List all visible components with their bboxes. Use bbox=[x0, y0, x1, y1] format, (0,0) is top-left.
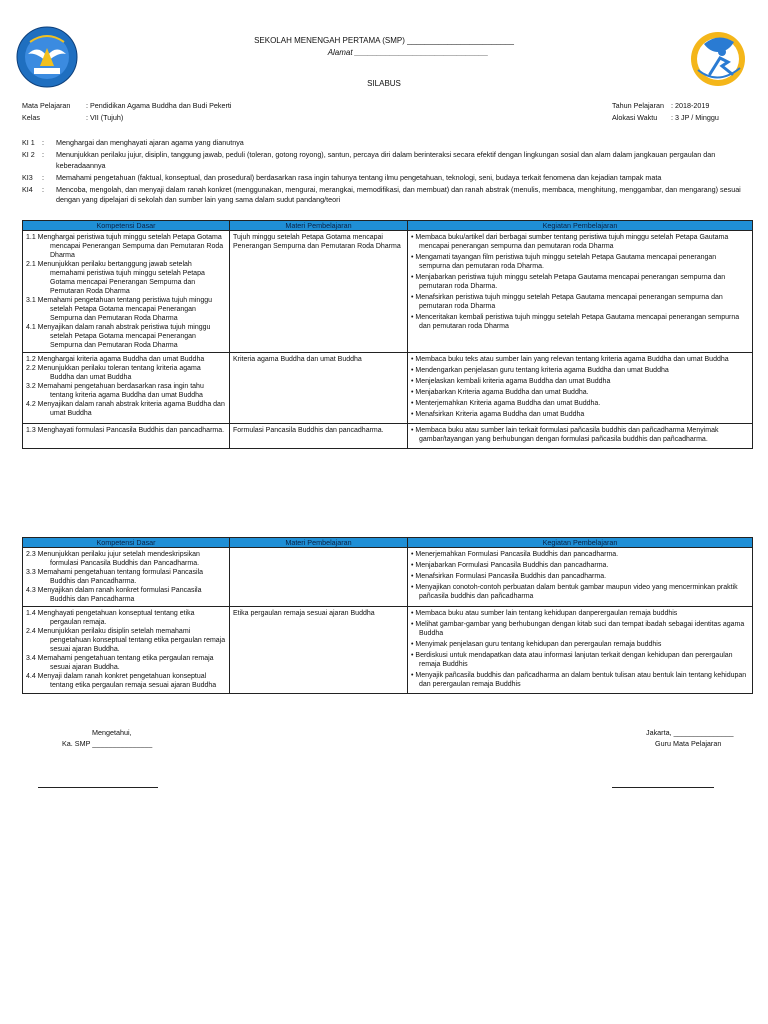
syllabus-table-2 bbox=[22, 537, 753, 694]
place-date-label: Jakarta, _______________ bbox=[646, 728, 734, 737]
kegiatan-item: • Membaca buku atau sumber lain terkait formulasi pañcasila buddhis dan pañcadharma Menyimak gambar/tayangan yang berhubungan dengan formulasi pañcasila buddhis dan pañcadharma. bbox=[411, 427, 719, 443]
ki-text: Memahami pengetahuan (faktual, konseptual, dan prosedural) berdasarkan rasa ingin tahunya tentang ilmu pengetahuan, teknologi, seni, budaya terkait fenomena dan kejadian tampak mata bbox=[56, 172, 662, 182]
table-row bbox=[23, 607, 753, 694]
materi-cell bbox=[230, 548, 408, 607]
table-row bbox=[23, 548, 753, 607]
kegiatan-item: • Membaca buku/artikel dari berbagai sumber tentang peristiwa tujuh minggu setelah Petapa Gautama mencapai penerangan sempurna dan pemutaran roda Dharma bbox=[411, 234, 729, 250]
table-row bbox=[23, 424, 753, 449]
school-name-line: SEKOLAH MENENGAH PERTAMA (SMP) ________________________ bbox=[254, 36, 514, 45]
syllabus-table-1 bbox=[22, 220, 753, 449]
kegiatan-item: • Berdiskusi untuk mendapatkan data atau informasi lanjutan terkait dengan kehidupan dan perergaulan remaja Buddhis bbox=[411, 652, 733, 668]
kegiatan-item: • Menjabarkan Formulasi Pancasila Buddhis dan pancadharma. bbox=[411, 562, 609, 569]
kegiatan-cell bbox=[408, 231, 753, 353]
table-row bbox=[23, 353, 753, 424]
principal-label: Ka. SMP _______________ bbox=[62, 739, 153, 748]
kegiatan-cell bbox=[408, 353, 753, 424]
table-row bbox=[23, 231, 753, 353]
kd-item: 2.4 Menunjukkan perilaku disiplin setelah memahami pengetahuan konseptual tentang etika pergaulan remaja sesuai ajaran Buddha. bbox=[26, 628, 226, 653]
kd-cell bbox=[23, 231, 230, 353]
header-materi: Materi Pembelajaran bbox=[230, 538, 408, 548]
ki-text: Mencoba, mengolah, dan menyaji dalam ranah konkret (menggunakan, mengurai, merangkai, memodifikasi, dan membuat) dan ranah abstrak (menulis, membaca, menghitung, menggambar, dan mengarang) sesuai dengan yang dipelajari di sekolah dan sumber lain yang sama dalam sudut pandang/teori bbox=[56, 184, 741, 204]
kegiatan-cell bbox=[408, 607, 753, 694]
time-label: Alokasi Waktu bbox=[612, 113, 658, 122]
kegiatan-item: • Menyajikan conotoh-contoh perbuatan dalam bentuk gambar maupun video yang mencerminkan praktik pañcasila buddhis dan pañcadharma bbox=[411, 584, 738, 600]
ki-text: Menghargai dan menghayati ajaran agama yang dianutnya bbox=[56, 138, 244, 147]
kegiatan-item: • Menjelaskan kembali kriteria agama Buddha dan umat Buddha bbox=[411, 378, 611, 385]
kegiatan-item: • Menjabarkan peristiwa tujuh minggu setelah Petapa Gautama mencapai penerangan sempurna dan pemutaran roda Dharma. bbox=[411, 274, 726, 290]
year-label: Tahun Pelajaran bbox=[612, 101, 664, 110]
kegiatan-item: • Menerjemahkan Formulasi Pancasila Buddhis dan pancadharma. bbox=[411, 551, 619, 558]
materi-cell: Tujuh minggu setelah Petapa Gotama mencapai Penerangan Sempurna dan Pemutaran Roda Dharma bbox=[230, 231, 408, 353]
materi-cell: Etika pergaulan remaja sesuai ajaran Buddha bbox=[230, 607, 408, 694]
ki-item: KI 1 : Menghargai dan menghayati ajaran agama yang dianutnya bbox=[22, 138, 752, 149]
teacher-label: Guru Mata Pelajaran bbox=[655, 739, 722, 748]
materi-cell: Kriteria agama Buddha dan umat Buddha bbox=[230, 353, 408, 424]
ki-code: KI 2 bbox=[22, 150, 35, 159]
kd-item: 3.2 Memahami pengetahuan berdasarkan rasa ingin tahu tentang kriteria agama Buddha dan umat Buddha bbox=[26, 383, 204, 399]
kegiatan-item: • Membaca buku teks atau sumber lain yang relevan tentang kriteria agama Buddha dan umat Buddha bbox=[411, 356, 729, 363]
class-value: : VII (Tujuh) bbox=[86, 113, 124, 122]
ki-code: KI3 bbox=[22, 172, 33, 182]
kegiatan-item: • Menafsirkan Formulasi Pancasila Buddhis dan pancadharma. bbox=[411, 573, 607, 580]
kegiatan-item: • Mengamati tayangan film peristiwa tujuh minggu setelah Petapa Gautama mencapai penerangan sempurna dan pemutaran roda Dharma. bbox=[411, 254, 717, 270]
header-materi: Materi Pembelajaran bbox=[230, 221, 408, 231]
kd-item: 2.3 Menunjukkan perilaku jujur setelah mendeskripsikan formulasi Pancasila Buddhis dan Pancadharma. bbox=[26, 551, 200, 567]
kegiatan-item: • Membaca buku atau sumber lain tentang kehidupan danperergaulan remaja buddhis bbox=[411, 610, 678, 617]
kegiatan-item: • Menyimak penjelasan guru tentang kehidupan dan perergaulan remaja buddhis bbox=[411, 641, 662, 648]
class-label: Kelas bbox=[22, 113, 40, 122]
kegiatan-cell bbox=[408, 424, 753, 449]
kegiatan-cell bbox=[408, 548, 753, 607]
kegiatan-item: • Mendengarkan penjelasan guru tentang kriteria agama Buddha dan umat Buddha bbox=[411, 367, 669, 374]
principal-signature-line bbox=[38, 787, 158, 788]
ki-item: KI 2 : Menunjukkan perilaku jujur, disiplin, tanggung jawab, peduli (toleran, gotong royong), santun, percaya diri dalam berinteraksi secara efektif dengan lingkungan sosial dan alam dalam jangkauan pergaulan dan keberadaannya bbox=[22, 150, 752, 171]
kd-item: 3.3 Memahami pengetahuan tentang formulasi Pancasila Buddhis dan Pancadharma. bbox=[26, 569, 204, 585]
kd-item: 2.1 Menunjukkan perilaku bertanggung jawab setelah memahami peristiwa tujuh minggu setelah Petapa Gotama mencapai Penerangan Sempurna dan Pemutaran Roda Dharma bbox=[26, 261, 205, 295]
kd-item: 1.2 Menghargai kriteria agama Buddha dan umat Buddha bbox=[26, 356, 205, 363]
kegiatan-item: • Menafsirkan peristiwa tujuh minggu setelah Petapa Gautama mencapai penerangan sempurna dan pemutaran roda Dharma bbox=[411, 294, 723, 310]
header-kd: Kompetensi Dasar bbox=[23, 538, 230, 548]
kd-item: 1.4 Menghayati pengetahuan konseptual tentang etika pergaulan remaja. bbox=[26, 610, 195, 626]
kd-cell bbox=[23, 548, 230, 607]
ki-code: KI4 bbox=[22, 184, 33, 194]
ki-text: Menunjukkan perilaku jujur, disiplin, tanggung jawab, peduli (toleran, gotong royong), santun, percaya diri dalam berinteraksi secara efektif dengan lingkungan sosial dan alam dalam jangkauan pergaulan dan keberadaannya bbox=[56, 150, 716, 170]
subject-value: : Pendidikan Agama Buddha dan Budi Pekerti bbox=[86, 101, 232, 110]
address-line: Alamat ______________________________ bbox=[327, 48, 489, 57]
kegiatan-item: • Menafsirkan Kriteria agama Buddha dan umat Buddha bbox=[411, 411, 585, 418]
document-title: SILABUS bbox=[367, 79, 401, 88]
table-header-row bbox=[23, 221, 753, 231]
core-competency-list bbox=[22, 138, 752, 207]
kegiatan-item: • Melihat gambar-gambar yang berhubungan dengan kitab suci dan tempat ibadah sebagai identitas agama Buddha bbox=[411, 621, 745, 637]
year-value: : 2018-2019 bbox=[671, 101, 710, 110]
kegiatan-item: • Menceritakan kembali peristiwa tujuh minggu setelah Petapa Gautama mencapai penerangan sempurna dan pemutaran roda Dharma bbox=[411, 314, 740, 330]
kegiatan-item: • Menterjemahkan Kriteria agama Buddha dan umat Buddha. bbox=[411, 400, 601, 407]
kd-item: 4.1 Menyajikan dalam ranah abstrak peristiwa tujuh minggu setelah Petapa Gotama mencapai Penerangan Sempurna dan Pemutaran Roda Dharma bbox=[26, 324, 211, 349]
kegiatan-item: • Menyajik pañcasila buddhis dan pañcadharma an dalam bentuk tulisan atau bentuk lain tentang kehidupan dan perergaulan remaja Buddhis bbox=[411, 672, 747, 688]
kd-cell bbox=[23, 424, 230, 449]
header-kd: Kompetensi Dasar bbox=[23, 221, 230, 231]
kd-item: 3.1 Memahami pengetahuan tentang peristiwa tujuh minggu setelah Petapa Gotama mencapai Penerangan Sempurna dan Pemutaran Roda Dharma bbox=[26, 297, 213, 322]
ki-code: KI 1 bbox=[22, 138, 35, 147]
subject-label: Mata Pelajaran bbox=[22, 101, 71, 110]
kd-item: 4.4 Menyaji dalam ranah konkret pengetahuan konseptual tentang etika pergaulan remaja sesuai ajaran Buddha bbox=[26, 673, 217, 689]
table-header-row bbox=[23, 538, 753, 548]
kd-cell bbox=[23, 607, 230, 694]
acknowledged-label: Mengetahui, bbox=[92, 728, 132, 737]
kd-item: 4.2 Menyajikan dalam ranah abstrak kriteria agama Buddha dan umat Buddha bbox=[26, 401, 225, 417]
header-kegiatan: Kegiatan Pembelajaran bbox=[408, 221, 753, 231]
header-kegiatan: Kegiatan Pembelajaran bbox=[408, 538, 753, 548]
kd-item: 1.3 Menghayati formulasi Pancasila Buddhis dan pancadharma. bbox=[26, 427, 225, 434]
ki-item: KI4 : Mencoba, mengolah, dan menyaji dalam ranah konkret (menggunakan, mengurai, merangkai, memodifikasi, dan membuat) dan ranah abstrak (menulis, membaca, menghitung, menggambar, dan mengarang) sesuai dengan yang dipelajari di sekolah dan sumber lain yang sama dalam sudut pandang/teori bbox=[22, 185, 752, 206]
ki-item: KI3 : Memahami pengetahuan (faktual, konseptual, dan prosedural) berdasarkan rasa ingin tahunya tentang ilmu pengetahuan, teknologi, seni, budaya terkait fenomena dan kejadian tampak mata bbox=[22, 173, 752, 184]
kd-item: 2.2 Menunjukkan perilaku toleran tentang kriteria agama Buddha dan umat Buddha bbox=[26, 365, 201, 381]
kd-cell bbox=[23, 353, 230, 424]
kegiatan-item: • Menjabarkan Kriteria agama Buddha dan umat Buddha. bbox=[411, 389, 589, 396]
kd-item: 1.1 Menghargai peristiwa tujuh minggu setelah Petapa Gotama mencapai Penerangan Sempurna dan Pemutaran Roda Dharma bbox=[26, 234, 224, 259]
kd-item: 3.4 Memahami pengetahuan tentang etika pergaulan remaja sesuai ajaran Buddha. bbox=[26, 655, 214, 671]
kd-item: 4.3 Menyajikan dalam ranah konkret formulasi Pancasila Buddhis dan Pancadharma bbox=[26, 587, 202, 603]
time-value: : 3 JP / Minggu bbox=[671, 113, 719, 122]
materi-cell: Formulasi Pancasila Buddhis dan pancadharma. bbox=[230, 424, 408, 449]
teacher-signature-line bbox=[612, 787, 714, 788]
